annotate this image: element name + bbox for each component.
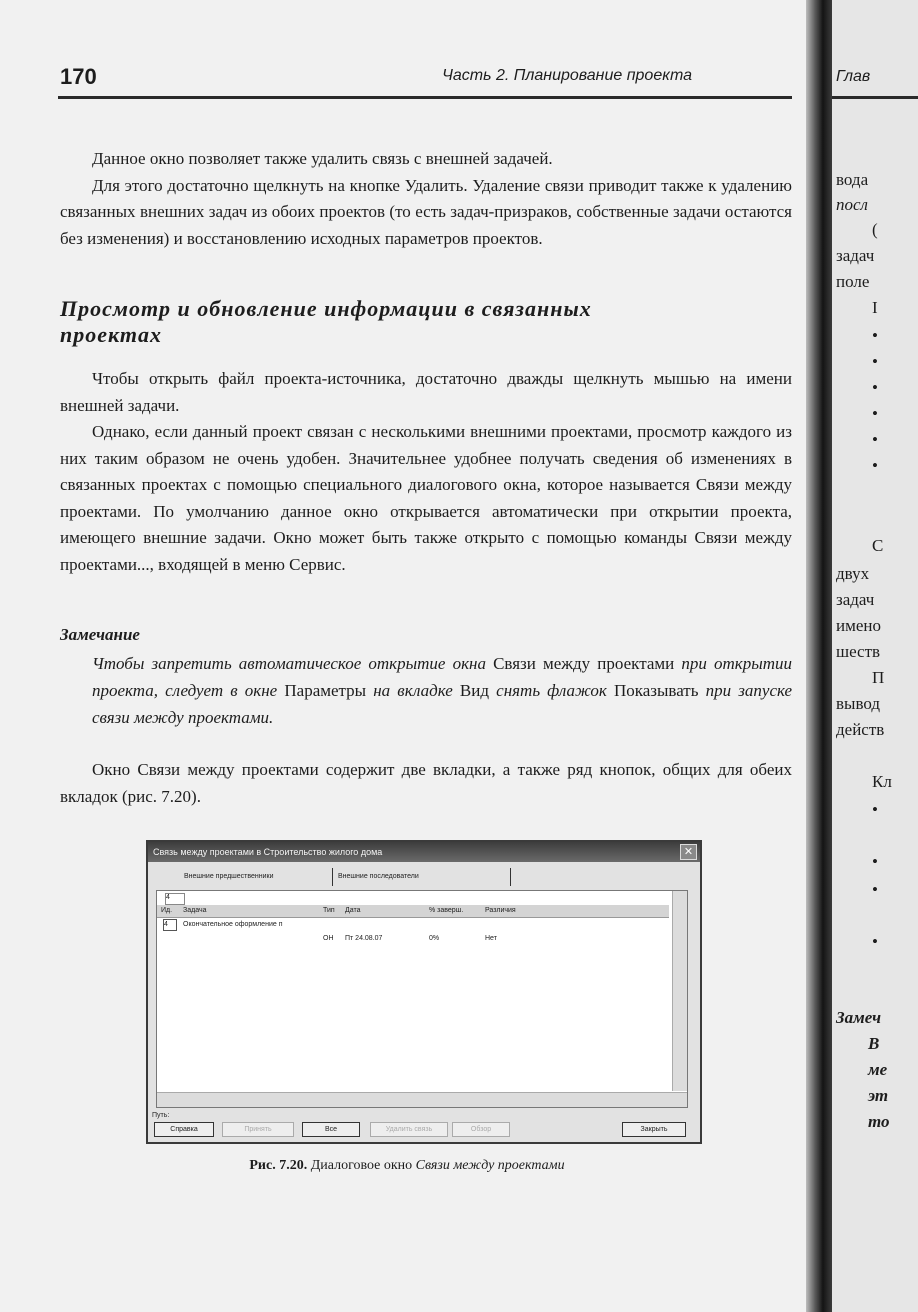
section-heading: Просмотр и обновление информации в связанных проектах	[60, 296, 592, 347]
accept-button[interactable]: Принять	[222, 1122, 294, 1137]
row-id: 4	[163, 919, 177, 931]
dialog-title: Связь между проектами в Строительство жилого дома	[153, 847, 383, 857]
col-diff: Различия	[485, 907, 516, 914]
page-number: 170	[60, 64, 97, 89]
right-fragment: В	[868, 1034, 880, 1053]
right-fragment: С	[872, 536, 884, 555]
note-text: Чтобы запретить автоматическое открытие окна Связи между проектами при открытии проекта, следует в окне Параметры на вкладке Вид снять флажок Показывать при запуске связи между проектами.	[92, 654, 793, 727]
running-title: Часть 2. Планирование проекта	[442, 67, 692, 84]
right-fragment: •	[872, 430, 878, 449]
figure-caption: Рис. 7.20. Диалоговое окно Связи между проектами	[249, 1158, 565, 1173]
section-text	[60, 366, 792, 578]
col-id: Ид.	[161, 907, 173, 914]
right-fragment: •	[872, 378, 878, 397]
row-type: ОН	[323, 935, 334, 942]
table-row[interactable]	[157, 933, 669, 945]
right-header-rule	[832, 96, 918, 99]
row-task: Окончательное оформление п	[183, 921, 283, 928]
help-button[interactable]: Справка	[154, 1122, 214, 1137]
right-header: Глав	[836, 68, 871, 85]
col-date: Дата	[345, 907, 361, 914]
tab-external-predecessors[interactable]: Внешние предшественники	[184, 873, 274, 880]
right-fragment: •	[872, 326, 878, 345]
col-task: Задача	[183, 907, 207, 914]
paragraph-2: Для этого достаточно щелкнуть на кнопке Удалить. Удаление связи приводит также к удалению связанных внешних задач из обоих проектов (то есть задач-призраков, собственные задачи остаются без изменения) и восстановлению исходных параметров проектов.	[60, 175, 792, 248]
close-icon[interactable]: ✕	[680, 844, 697, 860]
tab-external-successors[interactable]: Внешние последователи	[338, 873, 419, 880]
col-type: Тип	[323, 907, 335, 914]
right-fragment: •	[872, 352, 878, 371]
paragraph-4: Однако, если данный проект связан с несколькими внешними проектами, просмотр каждого из них таким образом не очень удобен. Значительнее удобнее получать сведения об изменениях в связанных проектах с помощью специального диалогового окна, которое называется Связи между проектами. По умолчанию данное окно открывается автоматически при открытии проекта, имеющего внешние задачи. Окно может быть также открыто с помощью команды Связи между проектами..., входящей в меню Сервис.	[60, 422, 792, 574]
paragraph-5: Окно Связи между проектами содержит две вкладки, а также ряд кнопок, общих для обеих вкладок (рис. 7.20).	[60, 760, 792, 806]
delete-link-button[interactable]: Удалить связь	[370, 1122, 448, 1137]
right-fragment: задач	[836, 590, 875, 609]
tab-divider	[332, 868, 333, 886]
col-percent: % заверш.	[429, 907, 464, 914]
right-fragment: Замеч	[836, 1008, 882, 1027]
right-fragment: имено	[836, 616, 881, 635]
paragraph-1: Данное окно позволяет также удалить связь с внешней задачей.	[92, 149, 553, 168]
right-fragment: •	[872, 800, 878, 819]
path-label: Путь:	[152, 1112, 170, 1119]
book-spine	[806, 0, 832, 1312]
right-fragment: Кл	[872, 772, 892, 791]
intro-text	[60, 146, 792, 252]
horizontal-scrollbar[interactable]	[157, 1092, 687, 1107]
paragraph-3: Чтобы открыть файл проекта-источника, достаточно дважды щелкнуть мышью на имени внешней задачи.	[60, 369, 792, 415]
right-fragment: •	[872, 932, 878, 951]
right-fragment: П	[872, 668, 885, 687]
right-fragment: ме	[868, 1060, 888, 1079]
header-rule	[58, 96, 792, 99]
right-fragment: посл	[836, 195, 868, 214]
close-button[interactable]: Закрыть	[622, 1122, 686, 1137]
links-table	[156, 890, 688, 1108]
row-date: Пт 24.08.07	[345, 935, 383, 942]
right-fragment: •	[872, 404, 878, 423]
right-fragment: вода	[836, 170, 869, 189]
row-percent: 0%	[429, 935, 440, 942]
dialog-titlebar	[148, 842, 700, 862]
right-fragment: вывод	[836, 694, 881, 713]
note-title: Замечание	[60, 625, 140, 644]
browse-button[interactable]: Обзор	[452, 1122, 510, 1137]
right-fragment: эт	[868, 1086, 889, 1105]
right-fragment: двух	[836, 564, 870, 583]
right-fragment: поле	[836, 272, 870, 291]
dialog-intro-text	[60, 757, 792, 810]
row-diff: Нет	[485, 935, 497, 942]
right-fragment: шеств	[836, 642, 881, 661]
right-fragment: •	[872, 880, 878, 899]
row-selector[interactable]: 4	[165, 893, 185, 905]
right-fragment: задач	[836, 246, 875, 265]
tab-divider	[510, 868, 511, 886]
right-fragment: то	[868, 1112, 890, 1131]
right-fragment: I	[872, 298, 878, 317]
vertical-scrollbar[interactable]	[672, 891, 687, 1091]
dialog-screenshot	[146, 840, 702, 1144]
right-fragment: •	[872, 852, 878, 871]
right-fragment: (	[872, 220, 878, 239]
table-header	[157, 905, 669, 918]
table-row[interactable]	[157, 919, 669, 931]
right-fragment: действ	[836, 720, 885, 739]
right-page	[832, 0, 918, 1312]
all-button[interactable]: Все	[302, 1122, 360, 1137]
right-fragment: •	[872, 456, 878, 475]
